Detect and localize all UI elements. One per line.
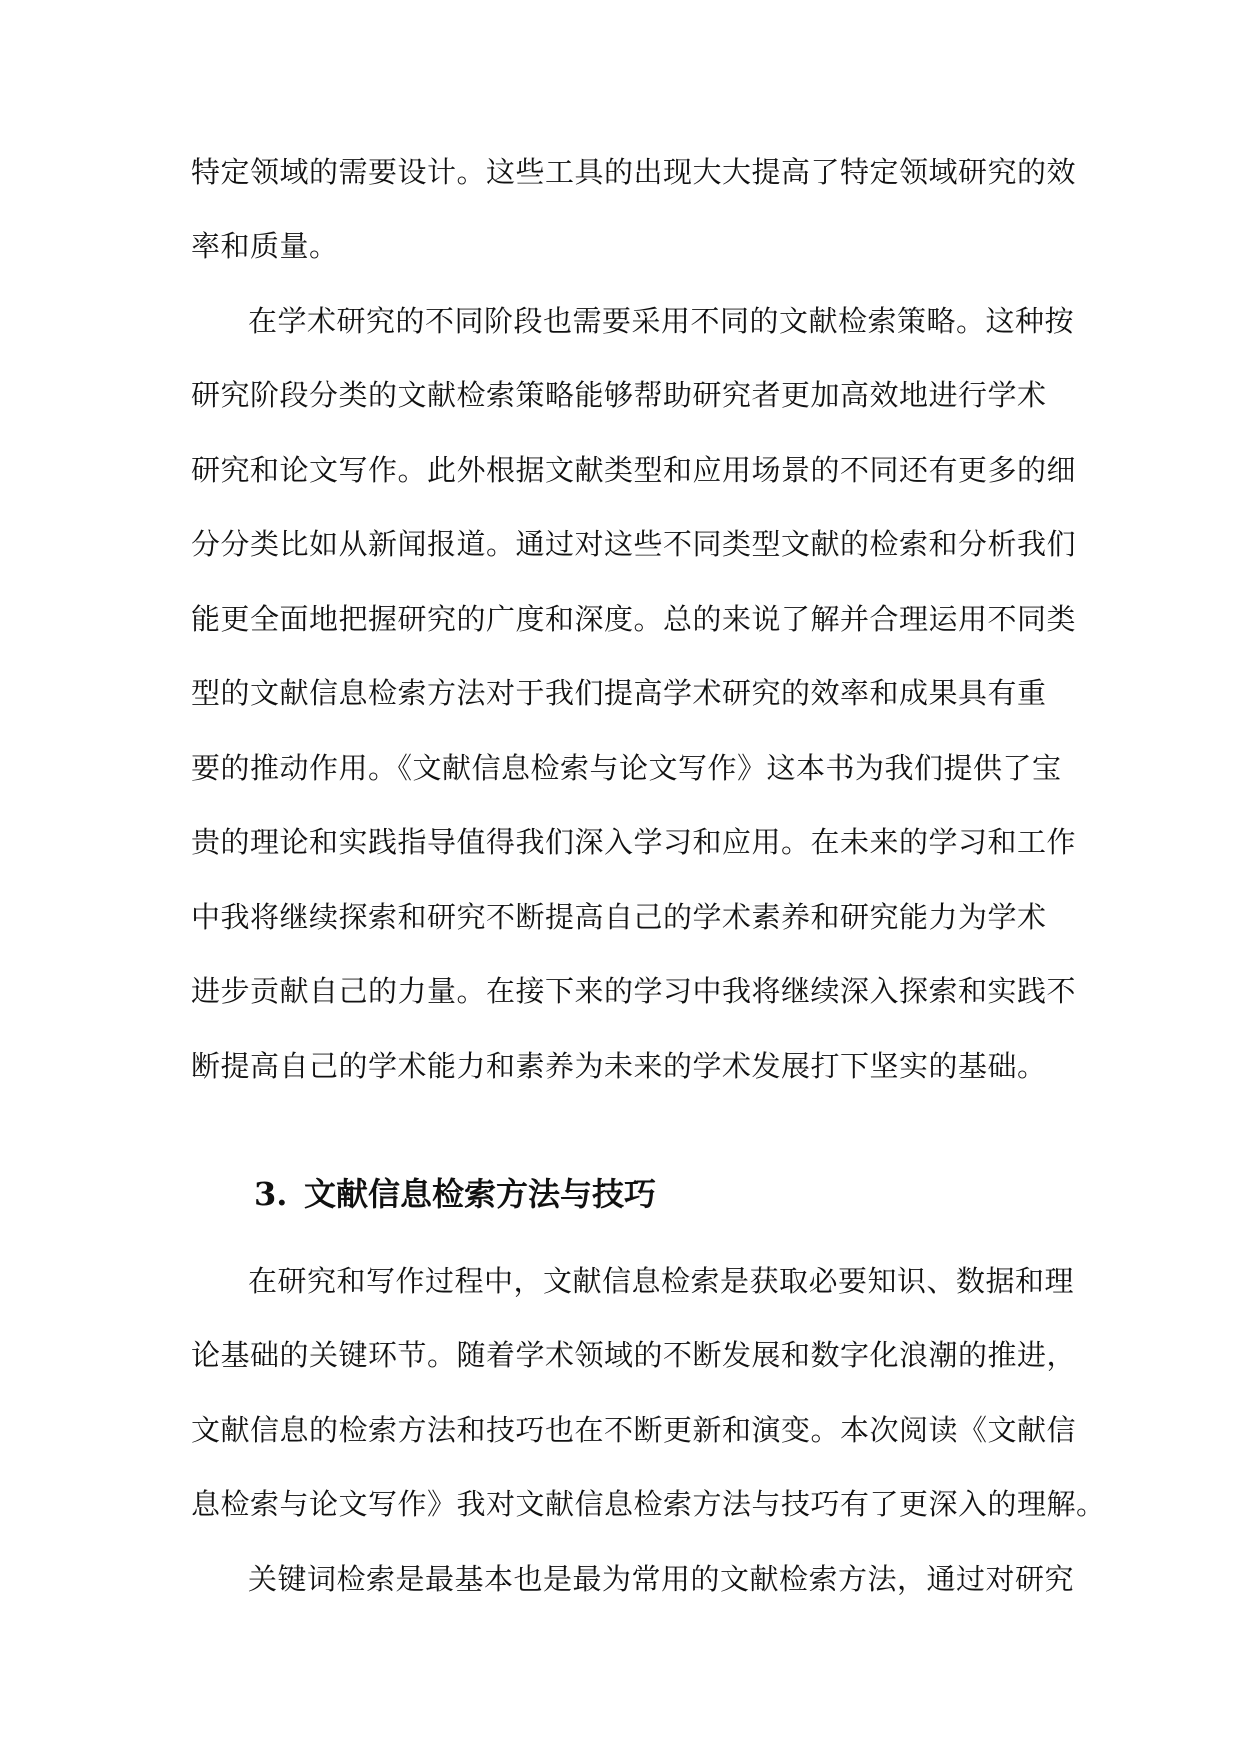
paragraph-2-line-6: 型的文献信息检索方法对于我们提高学术研究的效率和成果具有重	[191, 676, 1047, 710]
section-number: 3.	[254, 1175, 288, 1213]
paragraph-3-line-3: 文献信息的检索方法和技巧也在不断更新和演变。本次阅读《文献信	[191, 1413, 1077, 1447]
paragraph-4-line-1: 关键词检索是最基本也是最为常用的文献检索方法，通过对研究	[248, 1562, 1075, 1596]
section-title: 文献信息检索方法与技巧	[304, 1175, 657, 1213]
section-heading	[254, 1166, 656, 1222]
paragraph-2-line-9: 中我将继续探索和研究不断提高自己的学术素养和研究能力为学术	[191, 900, 1047, 934]
paragraph-1-line-2: 率和质量。	[191, 229, 339, 263]
paragraph-2-line-2: 研究阶段分类的文献检索策略能够帮助研究者更加高效地进行学术	[191, 378, 1047, 412]
paragraph-1-line-1: 特定领域的需要设计。这些工具的出现大大提高了特定领域研究的效	[191, 155, 1077, 189]
paragraph-2-line-4: 分分类比如从新闻报道。通过对这些不同类型文献的检索和分析我们	[191, 527, 1077, 561]
paragraph-3-line-4: 息检索与论文写作》我对文献信息检索方法与技巧有了更深入的理解。	[191, 1487, 1106, 1521]
paragraph-2-line-8: 贵的理论和实践指导值得我们深入学习和应用。在未来的学习和工作	[191, 825, 1077, 859]
paragraph-3-line-1: 在研究和写作过程中，文献信息检索是获取必要知识、数据和理	[248, 1264, 1075, 1298]
paragraph-2-line-5: 能更全面地把握研究的广度和深度。总的来说了解并合理运用不同类	[191, 602, 1077, 636]
paragraph-2-line-11: 断提高自己的学术能力和素养为未来的学术发展打下坚实的基础。	[191, 1049, 1047, 1083]
paragraph-2-line-10: 进步贡献自己的力量。在接下来的学习中我将继续深入探索和实践不	[191, 974, 1077, 1008]
paragraph-2-line-3: 研究和论文写作。此外根据文献类型和应用场景的不同还有更多的细	[191, 453, 1077, 487]
paragraph-3-line-2: 论基础的关键环节。随着学术领域的不断发展和数字化浪潮的推进，	[191, 1338, 1077, 1372]
paragraph-2-line-1: 在学术研究的不同阶段也需要采用不同的文献检索策略。这种按	[248, 304, 1075, 338]
paragraph-2-line-7: 要的推动作用。《文献信息检索与论文写作》这本书为我们提供了宝	[191, 751, 1062, 785]
